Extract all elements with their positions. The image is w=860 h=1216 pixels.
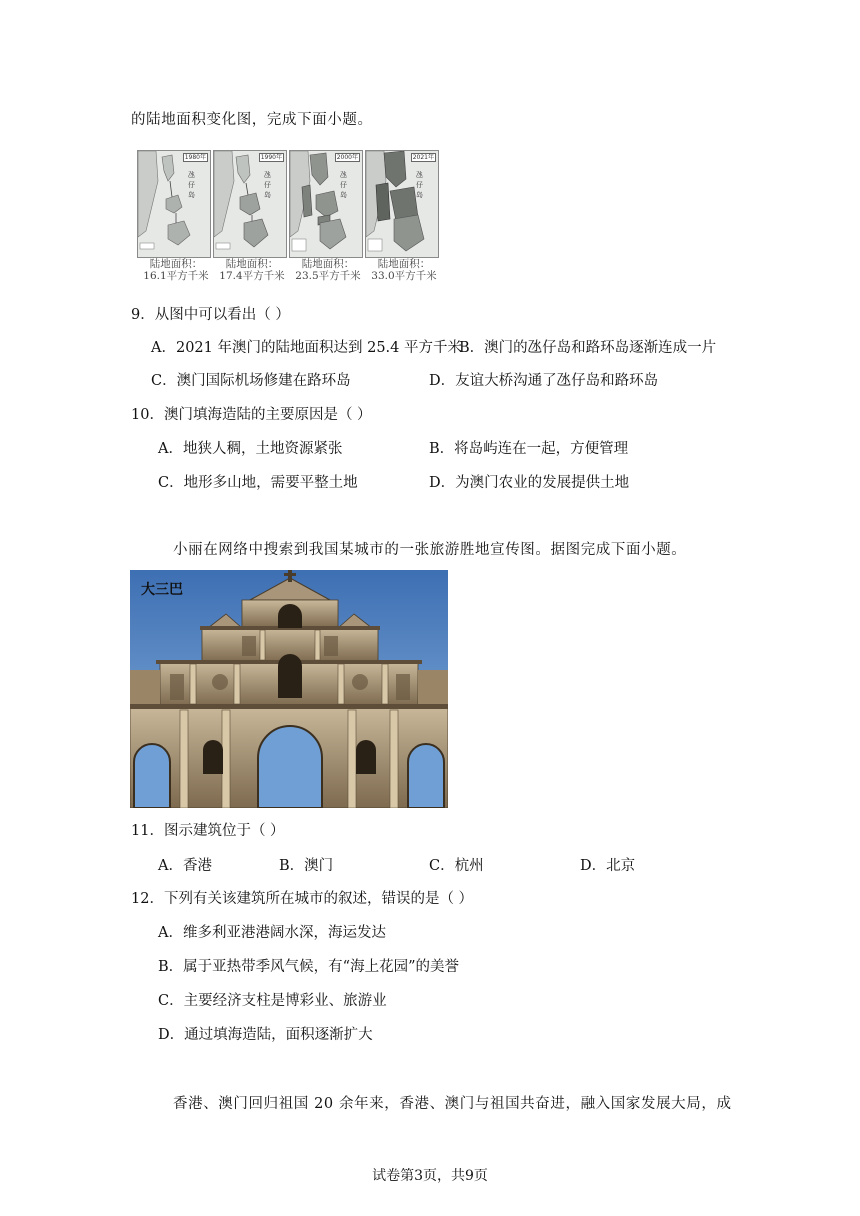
map-place-char: 氹	[416, 171, 423, 179]
map-place-char: 仔	[416, 181, 423, 189]
land-area-maps	[137, 150, 439, 258]
question-10-option-d: D．为澳门农业的发展提供土地	[429, 475, 630, 491]
question-12-stem: 12．下列有关该建筑所在城市的叙述，错误的是（ ）	[131, 891, 474, 907]
map-place-char: 岛	[340, 191, 347, 199]
map-caption: 陆地面积： 23.5平方千米	[295, 258, 361, 282]
question-10-option-a: A．地狭人稠，土地资源紧张	[158, 441, 343, 457]
macau-map-graphic	[138, 151, 210, 257]
question-12-option-b: B．属于亚热带季风气候，有“海上花园”的美誉	[158, 959, 459, 975]
facade-illustration	[130, 570, 448, 808]
map-place-char: 仔	[340, 181, 347, 189]
question-9-option-b: B．澳门的氹仔岛和路环岛逐渐连成一片	[459, 340, 717, 356]
map-2021	[365, 150, 439, 258]
map-caption: 陆地面积： 33.0平方千米	[371, 258, 437, 282]
question-9-option-d: D．友谊大桥沟通了氹仔岛和路环岛	[429, 373, 659, 389]
map-place-char: 氹	[188, 171, 195, 179]
map-year-label: 1980年	[184, 154, 206, 161]
map-place-char: 岛	[188, 191, 195, 199]
passage-intro-3: 香港、澳门回归祖国 20 余年来，香港、澳门与祖国共奋进，融入国家发展大局，成	[173, 1096, 732, 1112]
map-year-label: 2000年	[336, 154, 358, 161]
question-11-option-a: A．香港	[158, 858, 212, 874]
map-caption: 陆地面积： 16.1平方千米	[143, 258, 209, 282]
question-12-option-a: A．维多利亚港港阔水深，海运发达	[158, 925, 386, 941]
question-10-option-b: B．将岛屿连在一起，方便管理	[429, 441, 629, 457]
macau-map-graphic	[290, 151, 362, 257]
question-11-option-b: B．澳门	[279, 858, 334, 874]
map-place-char: 仔	[264, 181, 271, 189]
question-11-stem: 11．图示建筑位于（ ）	[131, 823, 285, 839]
question-12-option-c: C．主要经济支柱是博彩业、旅游业	[158, 993, 387, 1009]
ruins-photo	[130, 570, 448, 808]
map-caption: 陆地面积： 17.4平方千米	[219, 258, 285, 282]
question-10-stem: 10．澳门填海造陆的主要原因是（ ）	[131, 407, 372, 423]
map-year-label: 2021年	[412, 154, 434, 161]
photo-label: 大三巴	[141, 582, 183, 598]
question-10-option-c: C．地形多山地，需要平整土地	[158, 475, 358, 491]
map-1990	[213, 150, 287, 258]
intro-text: 的陆地面积变化图，完成下面小题。	[131, 112, 373, 128]
question-11-option-d: D．北京	[580, 858, 636, 874]
passage-intro-2: 小丽在网络中搜索到我国某城市的一张旅游胜地宣传图。据图完成下面小题。	[173, 542, 687, 558]
map-place-char: 岛	[264, 191, 271, 199]
map-place-char: 岛	[416, 191, 423, 199]
map-place-char: 仔	[188, 181, 195, 189]
question-9-option-a: A．2021 年澳门的陆地面积达到 25.4 平方千米	[151, 340, 462, 356]
question-11-option-c: C．杭州	[429, 858, 484, 874]
map-2000	[289, 150, 363, 258]
macau-map-graphic	[366, 151, 438, 257]
page-footer: 试卷第3页，共9页	[372, 1168, 488, 1184]
question-12-option-d: D．通过填海造陆，面积逐渐扩大	[158, 1027, 373, 1043]
question-9-stem: 9．从图中可以看出（ ）	[131, 307, 290, 323]
map-place-char: 氹	[264, 171, 271, 179]
question-9-option-c: C．澳门国际机场修建在路环岛	[151, 373, 351, 389]
map-year-label: 1990年	[260, 154, 282, 161]
map-1980	[137, 150, 211, 258]
macau-map-graphic	[214, 151, 286, 257]
map-place-char: 氹	[340, 171, 347, 179]
